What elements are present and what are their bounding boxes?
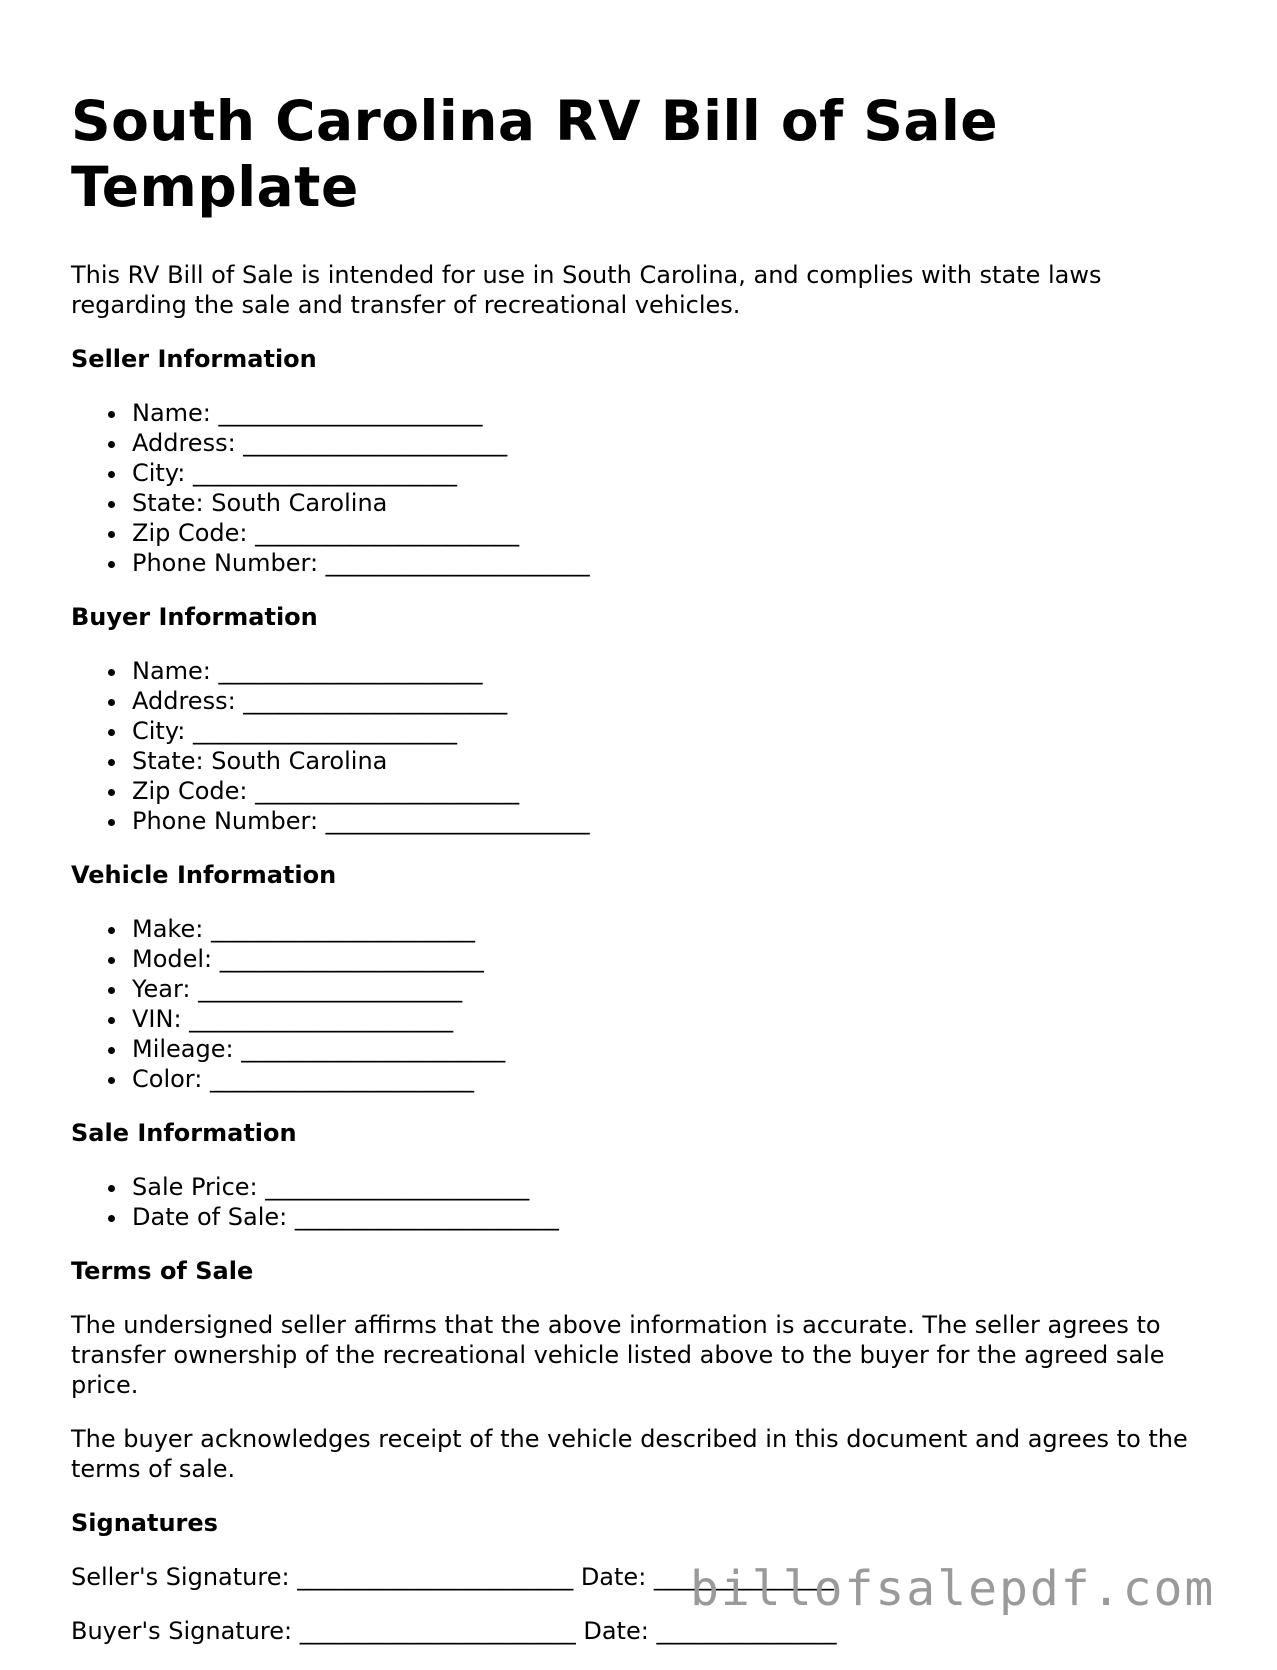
seller-city-field: City: ______________________	[132, 458, 1221, 488]
buyer-zip-field: Zip Code: ______________________	[132, 776, 1221, 806]
seller-zip-field: Zip Code: ______________________	[132, 518, 1221, 548]
buyer-name-field: Name: ______________________	[132, 656, 1221, 686]
terms-seller-paragraph: The undersigned seller affirms that the above information is accurate. The seller agrees to transfer ownership of the recreational vehicle listed above to the buyer for the agreed sale price.	[71, 1311, 1165, 1399]
buyer-city-field: City: ______________________	[132, 716, 1221, 746]
seller-section-heading: Seller Information	[71, 345, 317, 373]
vehicle-vin-field: VIN: ______________________	[132, 1004, 1221, 1034]
buyer-section-heading: Buyer Information	[71, 603, 318, 631]
seller-address-field: Address: ______________________	[132, 428, 1221, 458]
buyer-phone-field: Phone Number: ______________________	[132, 806, 1221, 836]
document-title: South Carolina RV Bill of Sale Template	[71, 89, 999, 219]
buyer-field-list	[71, 656, 1221, 836]
terms-buyer-paragraph: The buyer acknowledges receipt of the vehicle described in this document and agrees to the terms of sale.	[71, 1425, 1188, 1483]
sale-price-field: Sale Price: ______________________	[132, 1172, 1221, 1202]
buyer-signature-line: Buyer's Signature: _______________________ Date: _______________	[71, 1617, 837, 1645]
signatures-section-heading: Signatures	[71, 1509, 218, 1537]
watermark-text: billofsalepdf.com	[690, 1561, 1216, 1617]
vehicle-model-field: Model: ______________________	[132, 944, 1221, 974]
seller-name-field: Name: ______________________	[132, 398, 1221, 428]
vehicle-year-field: Year: ______________________	[132, 974, 1221, 1004]
vehicle-color-field: Color: ______________________	[132, 1064, 1221, 1094]
buyer-address-field: Address: ______________________	[132, 686, 1221, 716]
seller-signature-line: Seller's Signature: _______________________ Date: _______________	[71, 1563, 834, 1591]
seller-state-field: State: South Carolina	[132, 488, 1221, 518]
document-page	[71, 88, 1221, 1670]
vehicle-make-field: Make: ______________________	[132, 914, 1221, 944]
sale-date-field: Date of Sale: ______________________	[132, 1202, 1221, 1232]
sale-section-heading: Sale Information	[71, 1119, 297, 1147]
terms-section-heading: Terms of Sale	[71, 1257, 254, 1285]
sale-field-list	[71, 1172, 1221, 1232]
seller-phone-field: Phone Number: ______________________	[132, 548, 1221, 578]
vehicle-mileage-field: Mileage: ______________________	[132, 1034, 1221, 1064]
buyer-state-field: State: South Carolina	[132, 746, 1221, 776]
intro-paragraph: This RV Bill of Sale is intended for use in South Carolina, and complies with state laws regarding the sale and transfer of recreational vehicles.	[71, 261, 1102, 319]
seller-field-list	[71, 398, 1221, 578]
vehicle-section-heading: Vehicle Information	[71, 861, 337, 889]
vehicle-field-list	[71, 914, 1221, 1094]
